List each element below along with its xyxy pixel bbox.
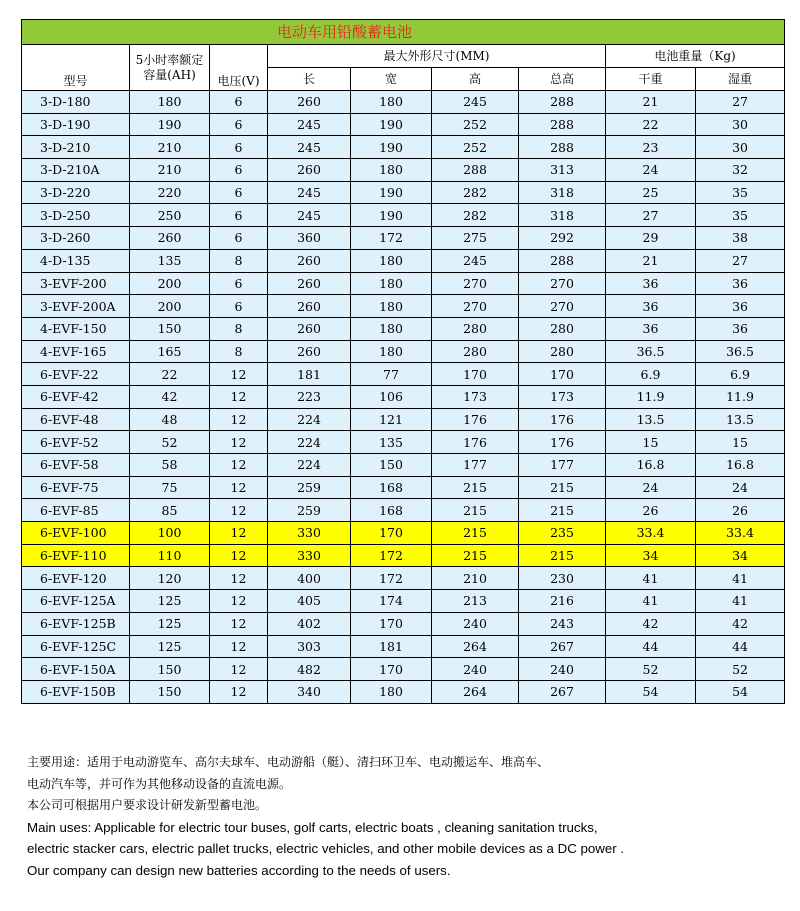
cell-voltage: 12 bbox=[210, 612, 268, 635]
cell-voltage: 12 bbox=[210, 408, 268, 431]
cell-wet-weight: 38 bbox=[696, 227, 785, 250]
cell-capacity: 125 bbox=[130, 590, 210, 613]
cell-wet-weight: 36 bbox=[696, 317, 785, 340]
header-voltage: 电压(V) bbox=[210, 45, 268, 91]
cell-length: 482 bbox=[268, 658, 351, 681]
cell-capacity: 120 bbox=[130, 567, 210, 590]
cell-dry-weight: 21 bbox=[606, 91, 696, 114]
cell-model: 3-D-210 bbox=[22, 136, 130, 159]
cell-width: 135 bbox=[351, 431, 432, 454]
cell-dry-weight: 13.5 bbox=[606, 408, 696, 431]
cell-dry-weight: 33.4 bbox=[606, 522, 696, 545]
cell-total-height: 240 bbox=[519, 658, 606, 681]
table-row bbox=[22, 385, 785, 408]
cell-model: 6-EVF-85 bbox=[22, 499, 130, 522]
cell-voltage: 6 bbox=[210, 113, 268, 136]
cell-width: 180 bbox=[351, 249, 432, 272]
cell-model: 6-EVF-100 bbox=[22, 522, 130, 545]
table-row bbox=[22, 204, 785, 227]
cell-dry-weight: 36.5 bbox=[606, 340, 696, 363]
cell-voltage: 6 bbox=[210, 295, 268, 318]
cell-length: 260 bbox=[268, 249, 351, 272]
cell-capacity: 210 bbox=[130, 136, 210, 159]
cell-width: 190 bbox=[351, 113, 432, 136]
cell-model: 6-EVF-75 bbox=[22, 476, 130, 499]
cell-width: 180 bbox=[351, 340, 432, 363]
cell-capacity: 58 bbox=[130, 454, 210, 477]
table-row bbox=[22, 91, 785, 114]
cell-capacity: 150 bbox=[130, 317, 210, 340]
cell-capacity: 180 bbox=[130, 91, 210, 114]
cell-model: 6-EVF-150B bbox=[22, 680, 130, 703]
cell-width: 170 bbox=[351, 658, 432, 681]
cell-length: 224 bbox=[268, 431, 351, 454]
header-capacity bbox=[130, 45, 210, 91]
cell-voltage: 6 bbox=[210, 181, 268, 204]
cell-width: 180 bbox=[351, 680, 432, 703]
cell-voltage: 8 bbox=[210, 249, 268, 272]
cell-wet-weight: 32 bbox=[696, 159, 785, 182]
header-weight: 电池重量（Kg) bbox=[606, 45, 785, 68]
cell-voltage: 12 bbox=[210, 385, 268, 408]
cell-width: 168 bbox=[351, 476, 432, 499]
cell-model: 3-D-190 bbox=[22, 113, 130, 136]
cell-wet-weight: 26 bbox=[696, 499, 785, 522]
cell-capacity: 200 bbox=[130, 295, 210, 318]
cell-height: 213 bbox=[432, 590, 519, 613]
table-row bbox=[22, 522, 785, 545]
cell-width: 180 bbox=[351, 317, 432, 340]
cell-height: 280 bbox=[432, 317, 519, 340]
cell-wet-weight: 36.5 bbox=[696, 340, 785, 363]
cell-total-height: 280 bbox=[519, 340, 606, 363]
header-model: 型号 bbox=[22, 45, 130, 91]
cell-voltage: 12 bbox=[210, 590, 268, 613]
cell-length: 259 bbox=[268, 499, 351, 522]
cell-model: 6-EVF-42 bbox=[22, 385, 130, 408]
cell-length: 303 bbox=[268, 635, 351, 658]
cell-total-height: 230 bbox=[519, 567, 606, 590]
cell-voltage: 8 bbox=[210, 340, 268, 363]
cell-dry-weight: 27 bbox=[606, 204, 696, 227]
cell-voltage: 6 bbox=[210, 159, 268, 182]
cell-length: 330 bbox=[268, 544, 351, 567]
cell-wet-weight: 35 bbox=[696, 181, 785, 204]
table-row bbox=[22, 363, 785, 386]
cell-wet-weight: 36 bbox=[696, 295, 785, 318]
cell-voltage: 12 bbox=[210, 363, 268, 386]
cell-capacity: 135 bbox=[130, 249, 210, 272]
cell-capacity: 260 bbox=[130, 227, 210, 250]
cell-length: 245 bbox=[268, 204, 351, 227]
cell-dry-weight: 24 bbox=[606, 476, 696, 499]
cell-length: 402 bbox=[268, 612, 351, 635]
cell-dry-weight: 24 bbox=[606, 159, 696, 182]
cell-height: 245 bbox=[432, 249, 519, 272]
cell-height: 270 bbox=[432, 295, 519, 318]
note-zh-line-2: 电动汽车等，并可作为其他移动设备的直流电源。 bbox=[27, 776, 292, 791]
cell-length: 330 bbox=[268, 522, 351, 545]
cell-capacity: 125 bbox=[130, 635, 210, 658]
cell-model: 6-EVF-150A bbox=[22, 658, 130, 681]
cell-dry-weight: 11.9 bbox=[606, 385, 696, 408]
cell-wet-weight: 30 bbox=[696, 136, 785, 159]
cell-wet-weight: 33.4 bbox=[696, 522, 785, 545]
cell-wet-weight: 41 bbox=[696, 567, 785, 590]
cell-capacity: 190 bbox=[130, 113, 210, 136]
cell-dry-weight: 42 bbox=[606, 612, 696, 635]
cell-capacity: 150 bbox=[130, 680, 210, 703]
cell-wet-weight: 52 bbox=[696, 658, 785, 681]
cell-height: 173 bbox=[432, 385, 519, 408]
cell-model: 6-EVF-48 bbox=[22, 408, 130, 431]
cell-voltage: 12 bbox=[210, 680, 268, 703]
table-row bbox=[22, 590, 785, 613]
cell-length: 400 bbox=[268, 567, 351, 590]
cell-voltage: 12 bbox=[210, 454, 268, 477]
cell-length: 223 bbox=[268, 385, 351, 408]
cell-height: 275 bbox=[432, 227, 519, 250]
cell-height: 264 bbox=[432, 680, 519, 703]
cell-width: 77 bbox=[351, 363, 432, 386]
cell-length: 224 bbox=[268, 454, 351, 477]
cell-capacity: 22 bbox=[130, 363, 210, 386]
cell-length: 260 bbox=[268, 340, 351, 363]
cell-wet-weight: 35 bbox=[696, 204, 785, 227]
cell-wet-weight: 6.9 bbox=[696, 363, 785, 386]
cell-wet-weight: 54 bbox=[696, 680, 785, 703]
cell-dry-weight: 44 bbox=[606, 635, 696, 658]
cell-capacity: 85 bbox=[130, 499, 210, 522]
cell-width: 168 bbox=[351, 499, 432, 522]
cell-height: 177 bbox=[432, 454, 519, 477]
cell-capacity: 165 bbox=[130, 340, 210, 363]
cell-model: 6-EVF-125B bbox=[22, 612, 130, 635]
cell-dry-weight: 26 bbox=[606, 499, 696, 522]
cell-height: 240 bbox=[432, 658, 519, 681]
cell-wet-weight: 30 bbox=[696, 113, 785, 136]
cell-wet-weight: 11.9 bbox=[696, 385, 785, 408]
cell-total-height: 243 bbox=[519, 612, 606, 635]
cell-width: 106 bbox=[351, 385, 432, 408]
cell-wet-weight: 42 bbox=[696, 612, 785, 635]
cell-voltage: 8 bbox=[210, 317, 268, 340]
cell-wet-weight: 44 bbox=[696, 635, 785, 658]
cell-length: 260 bbox=[268, 91, 351, 114]
table-row bbox=[22, 227, 785, 250]
cell-dry-weight: 6.9 bbox=[606, 363, 696, 386]
cell-capacity: 48 bbox=[130, 408, 210, 431]
table-row bbox=[22, 431, 785, 454]
cell-capacity: 42 bbox=[130, 385, 210, 408]
cell-height: 215 bbox=[432, 522, 519, 545]
cell-capacity: 110 bbox=[130, 544, 210, 567]
cell-total-height: 267 bbox=[519, 635, 606, 658]
cell-capacity: 220 bbox=[130, 181, 210, 204]
cell-capacity: 250 bbox=[130, 204, 210, 227]
cell-dry-weight: 15 bbox=[606, 431, 696, 454]
cell-total-height: 235 bbox=[519, 522, 606, 545]
note-zh-line-1: 主要用途：适用于电动游览车、高尔夫球车、电动游船（艇）、清扫环卫车、电动搬运车、堆高车、 bbox=[27, 755, 550, 769]
cell-model: 6-EVF-120 bbox=[22, 567, 130, 590]
cell-voltage: 12 bbox=[210, 635, 268, 658]
cell-total-height: 288 bbox=[519, 91, 606, 114]
cell-width: 180 bbox=[351, 159, 432, 182]
cell-total-height: 215 bbox=[519, 476, 606, 499]
cell-voltage: 6 bbox=[210, 91, 268, 114]
cell-wet-weight: 41 bbox=[696, 590, 785, 613]
cell-total-height: 176 bbox=[519, 431, 606, 454]
cell-model: 6-EVF-52 bbox=[22, 431, 130, 454]
note-zh-line-3: 本公司可根据用户要求设计研发新型蓄电池。 bbox=[27, 798, 268, 812]
cell-capacity: 150 bbox=[130, 658, 210, 681]
cell-wet-weight: 36 bbox=[696, 272, 785, 295]
cell-width: 181 bbox=[351, 635, 432, 658]
cell-dry-weight: 36 bbox=[606, 317, 696, 340]
table-row bbox=[22, 544, 785, 567]
cell-width: 121 bbox=[351, 408, 432, 431]
table-row bbox=[22, 680, 785, 703]
note-en-line-1: Main uses: Applicable for electric tour buses, golf carts, electric boats , cleaning sanitation trucks, bbox=[27, 819, 598, 835]
cell-dry-weight: 54 bbox=[606, 680, 696, 703]
cell-capacity: 52 bbox=[130, 431, 210, 454]
cell-dry-weight: 41 bbox=[606, 567, 696, 590]
cell-length: 260 bbox=[268, 159, 351, 182]
cell-dry-weight: 36 bbox=[606, 295, 696, 318]
cell-total-height: 288 bbox=[519, 136, 606, 159]
cell-width: 174 bbox=[351, 590, 432, 613]
cell-model: 3-D-210A bbox=[22, 159, 130, 182]
cell-voltage: 6 bbox=[210, 204, 268, 227]
cell-total-height: 292 bbox=[519, 227, 606, 250]
table-row bbox=[22, 454, 785, 477]
header-height: 高 bbox=[432, 68, 519, 91]
cell-length: 224 bbox=[268, 408, 351, 431]
table-row bbox=[22, 136, 785, 159]
cell-wet-weight: 15 bbox=[696, 431, 785, 454]
cell-voltage: 12 bbox=[210, 658, 268, 681]
header-dry-weight: 干重 bbox=[606, 68, 696, 91]
cell-length: 259 bbox=[268, 476, 351, 499]
table-row bbox=[22, 635, 785, 658]
cell-model: 3-D-180 bbox=[22, 91, 130, 114]
cell-width: 172 bbox=[351, 567, 432, 590]
cell-model: 4-EVF-165 bbox=[22, 340, 130, 363]
cell-model: 3-D-220 bbox=[22, 181, 130, 204]
cell-dry-weight: 36 bbox=[606, 272, 696, 295]
table-row bbox=[22, 567, 785, 590]
cell-capacity: 75 bbox=[130, 476, 210, 499]
cell-height: 282 bbox=[432, 181, 519, 204]
cell-length: 245 bbox=[268, 136, 351, 159]
cell-length: 245 bbox=[268, 181, 351, 204]
cell-voltage: 12 bbox=[210, 431, 268, 454]
cell-height: 270 bbox=[432, 272, 519, 295]
cell-height: 245 bbox=[432, 91, 519, 114]
table-row bbox=[22, 408, 785, 431]
cell-wet-weight: 34 bbox=[696, 544, 785, 567]
cell-length: 360 bbox=[268, 227, 351, 250]
cell-total-height: 215 bbox=[519, 544, 606, 567]
cell-dry-weight: 16.8 bbox=[606, 454, 696, 477]
cell-height: 176 bbox=[432, 431, 519, 454]
cell-total-height: 267 bbox=[519, 680, 606, 703]
header-capacity-text: 5小时率额定容量(AH) bbox=[135, 52, 204, 82]
cell-model: 3-D-260 bbox=[22, 227, 130, 250]
table-row bbox=[22, 113, 785, 136]
cell-width: 180 bbox=[351, 295, 432, 318]
cell-wet-weight: 24 bbox=[696, 476, 785, 499]
cell-voltage: 6 bbox=[210, 136, 268, 159]
cell-length: 405 bbox=[268, 590, 351, 613]
cell-voltage: 12 bbox=[210, 567, 268, 590]
cell-width: 170 bbox=[351, 612, 432, 635]
cell-wet-weight: 27 bbox=[696, 249, 785, 272]
cell-model: 6-EVF-125A bbox=[22, 590, 130, 613]
table-row bbox=[22, 499, 785, 522]
cell-height: 215 bbox=[432, 544, 519, 567]
cell-voltage: 6 bbox=[210, 227, 268, 250]
cell-model: 3-EVF-200A bbox=[22, 295, 130, 318]
cell-total-height: 318 bbox=[519, 204, 606, 227]
table-row bbox=[22, 295, 785, 318]
cell-dry-weight: 25 bbox=[606, 181, 696, 204]
cell-height: 288 bbox=[432, 159, 519, 182]
cell-model: 6-EVF-22 bbox=[22, 363, 130, 386]
table-row bbox=[22, 249, 785, 272]
table-row bbox=[22, 159, 785, 182]
cell-voltage: 6 bbox=[210, 272, 268, 295]
cell-voltage: 12 bbox=[210, 499, 268, 522]
cell-width: 190 bbox=[351, 181, 432, 204]
cell-total-height: 173 bbox=[519, 385, 606, 408]
note-en-line-2: electric stacker cars, electric pallet trucks, electric vehicles, and other mobile devices as a DC power . bbox=[27, 841, 625, 856]
table-row bbox=[22, 340, 785, 363]
cell-voltage: 12 bbox=[210, 522, 268, 545]
cell-width: 150 bbox=[351, 454, 432, 477]
cell-total-height: 313 bbox=[519, 159, 606, 182]
header-width: 宽 bbox=[351, 68, 432, 91]
battery-spec-table bbox=[21, 19, 785, 704]
cell-height: 280 bbox=[432, 340, 519, 363]
table-row bbox=[22, 612, 785, 635]
table-body bbox=[22, 91, 785, 704]
cell-total-height: 177 bbox=[519, 454, 606, 477]
cell-dry-weight: 52 bbox=[606, 658, 696, 681]
table-row bbox=[22, 476, 785, 499]
cell-total-height: 280 bbox=[519, 317, 606, 340]
cell-width: 190 bbox=[351, 136, 432, 159]
table-title: 电动车用铅酸蓄电池 bbox=[22, 20, 785, 45]
cell-height: 215 bbox=[432, 499, 519, 522]
cell-capacity: 200 bbox=[130, 272, 210, 295]
cell-length: 245 bbox=[268, 113, 351, 136]
note-en-line-3: Our company can design new batteries according to the needs of users. bbox=[27, 862, 451, 878]
table-row bbox=[22, 317, 785, 340]
cell-total-height: 288 bbox=[519, 249, 606, 272]
cell-height: 252 bbox=[432, 136, 519, 159]
cell-model: 6-EVF-125C bbox=[22, 635, 130, 658]
cell-total-height: 288 bbox=[519, 113, 606, 136]
cell-width: 180 bbox=[351, 272, 432, 295]
cell-length: 181 bbox=[268, 363, 351, 386]
table-row bbox=[22, 272, 785, 295]
cell-height: 264 bbox=[432, 635, 519, 658]
cell-width: 180 bbox=[351, 91, 432, 114]
cell-length: 260 bbox=[268, 295, 351, 318]
header-wet-weight: 湿重 bbox=[696, 68, 785, 91]
cell-model: 3-D-250 bbox=[22, 204, 130, 227]
header-length: 长 bbox=[268, 68, 351, 91]
cell-dry-weight: 21 bbox=[606, 249, 696, 272]
cell-height: 210 bbox=[432, 567, 519, 590]
cell-total-height: 216 bbox=[519, 590, 606, 613]
cell-dry-weight: 29 bbox=[606, 227, 696, 250]
cell-model: 4-D-135 bbox=[22, 249, 130, 272]
cell-model: 4-EVF-150 bbox=[22, 317, 130, 340]
cell-total-height: 270 bbox=[519, 272, 606, 295]
cell-voltage: 12 bbox=[210, 476, 268, 499]
cell-width: 170 bbox=[351, 522, 432, 545]
cell-height: 170 bbox=[432, 363, 519, 386]
cell-height: 252 bbox=[432, 113, 519, 136]
cell-total-height: 170 bbox=[519, 363, 606, 386]
cell-dry-weight: 23 bbox=[606, 136, 696, 159]
cell-width: 172 bbox=[351, 544, 432, 567]
cell-model: 3-EVF-200 bbox=[22, 272, 130, 295]
table-row bbox=[22, 181, 785, 204]
cell-dry-weight: 34 bbox=[606, 544, 696, 567]
cell-total-height: 215 bbox=[519, 499, 606, 522]
cell-total-height: 318 bbox=[519, 181, 606, 204]
header-total-height: 总高 bbox=[519, 68, 606, 91]
cell-wet-weight: 27 bbox=[696, 91, 785, 114]
cell-model: 6-EVF-110 bbox=[22, 544, 130, 567]
cell-length: 260 bbox=[268, 272, 351, 295]
cell-dry-weight: 41 bbox=[606, 590, 696, 613]
cell-capacity: 100 bbox=[130, 522, 210, 545]
cell-length: 260 bbox=[268, 317, 351, 340]
cell-capacity: 125 bbox=[130, 612, 210, 635]
usage-notes bbox=[27, 752, 787, 881]
cell-width: 172 bbox=[351, 227, 432, 250]
cell-height: 215 bbox=[432, 476, 519, 499]
cell-dry-weight: 22 bbox=[606, 113, 696, 136]
cell-voltage: 12 bbox=[210, 544, 268, 567]
cell-length: 340 bbox=[268, 680, 351, 703]
cell-height: 176 bbox=[432, 408, 519, 431]
cell-wet-weight: 16.8 bbox=[696, 454, 785, 477]
table-row bbox=[22, 658, 785, 681]
cell-total-height: 270 bbox=[519, 295, 606, 318]
cell-model: 6-EVF-58 bbox=[22, 454, 130, 477]
cell-total-height: 176 bbox=[519, 408, 606, 431]
cell-wet-weight: 13.5 bbox=[696, 408, 785, 431]
cell-capacity: 210 bbox=[130, 159, 210, 182]
header-dimensions: 最大外形尺寸(MM) bbox=[268, 45, 606, 68]
cell-width: 190 bbox=[351, 204, 432, 227]
cell-height: 282 bbox=[432, 204, 519, 227]
cell-height: 240 bbox=[432, 612, 519, 635]
